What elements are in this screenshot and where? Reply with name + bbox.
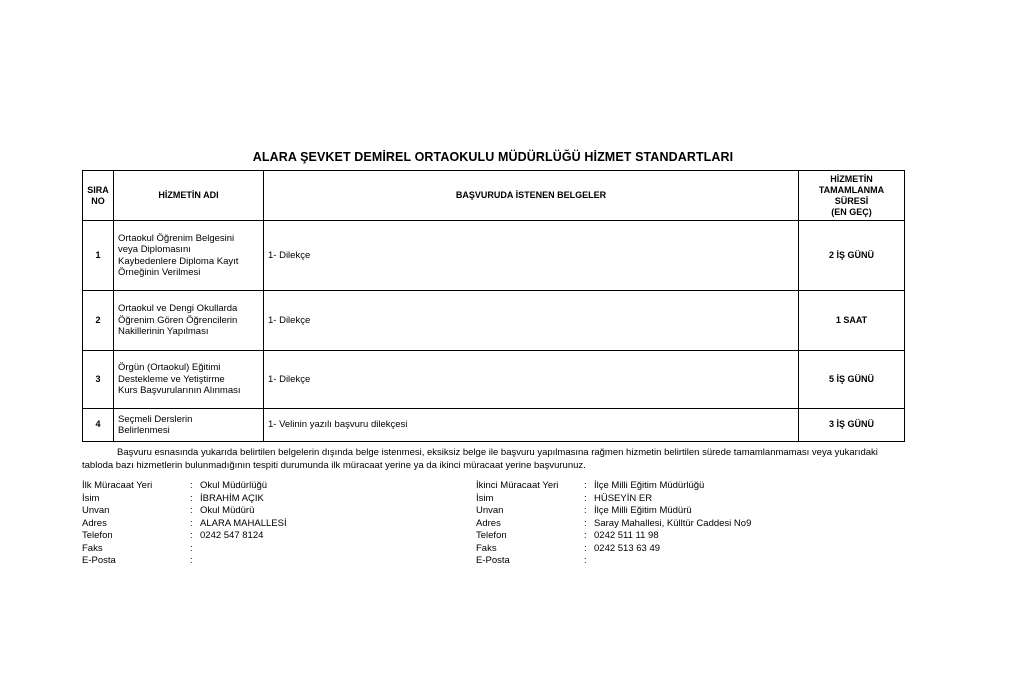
contact-label: Telefon (476, 530, 507, 541)
contact-colon: : (190, 530, 193, 541)
table-row (83, 221, 905, 291)
service-name: Ortaokul Öğrenim Belgesini veya Diplomasını Kaybedenlere Diploma Kayıt Örneğinin Verilmesi (114, 221, 264, 291)
service-name: Seçmeli Derslerin Belirlenmesi (114, 409, 264, 442)
contact-value: 0242 547 8124 (200, 530, 264, 541)
second-application-contact (476, 480, 876, 568)
contact-value: Okul Müdürü (200, 505, 255, 516)
contact-label: Adres (82, 517, 107, 529)
contacts (82, 480, 904, 568)
header-required-documents: BAŞVURUDA İSTENEN BELGELER (264, 171, 799, 221)
completion-time: 5 İŞ GÜNÜ (799, 351, 905, 409)
contact-label: İsim (476, 492, 494, 504)
completion-time: 3 İŞ GÜNÜ (799, 409, 905, 442)
contact-colon: : (190, 542, 193, 554)
contact-value: HÜSEYİN ER (594, 492, 653, 504)
page-title: ALARA ŞEVKET DEMİREL ORTAOKULU MÜDÜRLÜĞÜ HİZMET STANDARTLARI (252, 150, 734, 164)
contact-colon: : (190, 492, 193, 504)
contact-value: ALARA MAHALLESİ (200, 517, 287, 529)
contact-value: İBRAHİM AÇIK (200, 492, 264, 504)
row-number: 4 (83, 409, 114, 442)
first-application-contact (82, 480, 476, 568)
service-name: Örgün (Ortaokul) Eğitimi Destekleme ve Yetiştirme Kurs Başvurularının Alınması (114, 351, 264, 409)
contact-label: İsim (82, 492, 100, 504)
contact-label: Telefon (82, 530, 113, 541)
contact-colon: : (190, 517, 193, 529)
contact-colon: : (584, 542, 587, 554)
header-completion-time: HİZMETİN TAMAMLANMA SÜRESİ (EN GEÇ) (799, 171, 905, 221)
contact-colon: : (190, 505, 193, 516)
contact-label: Unvan (476, 505, 504, 516)
contact-colon: : (584, 492, 587, 504)
contact-label: E-Posta (476, 555, 510, 566)
contact-label: Faks (476, 542, 497, 554)
contact-label: İkinci Müracaat Yeri (476, 480, 559, 491)
contact-colon: : (584, 480, 587, 491)
contact-value (200, 555, 476, 568)
completion-time: 1 SAAT (799, 291, 905, 351)
contact-colon: : (584, 555, 587, 566)
contact-value: Saray Mahallesi, Külltür Caddesi No9 (594, 517, 752, 529)
contact-label: E-Posta (82, 555, 116, 566)
contact-value (200, 543, 476, 556)
contact-colon: : (190, 480, 193, 491)
contact-label: Adres (476, 517, 501, 529)
application-note: Başvuru esnasında yukarıda belirtilen belgelerin dışında belge istenmesi, eksiksiz belge ile başvuru yapılmasına rağmen hizmetin belirtilen sürede tamamlanmaması veya yukarıdaki tabloda bazı hizmetlerin bulunmadığının tespiti durumunda ilk müracaat yerine ya da ikinci müracaat yerine başvurunuz. (82, 447, 878, 471)
table-row (83, 409, 905, 442)
row-number: 2 (83, 291, 114, 351)
contact-colon: : (190, 555, 193, 566)
row-number: 1 (83, 221, 114, 291)
table-header-row (83, 171, 905, 221)
contact-value: 0242 511 11 98 (594, 530, 659, 541)
header-service-name: HİZMETİN ADI (114, 171, 264, 221)
required-documents: 1- Dilekçe (264, 351, 799, 409)
required-documents: 1- Velinin yazılı başvuru dilekçesi (264, 409, 799, 442)
completion-time: 2 İŞ GÜNÜ (799, 221, 905, 291)
document (82, 150, 904, 568)
service-name: Ortaokul ve Dengi Okullarda Öğrenim Gören Öğrencilerin Nakillerinin Yapılması (114, 291, 264, 351)
contact-label: Unvan (82, 505, 110, 516)
contact-colon: : (584, 517, 587, 529)
contact-label: Faks (82, 542, 103, 554)
header-no: SIRA NO (83, 171, 114, 221)
contact-colon: : (584, 530, 587, 541)
table-row (83, 291, 905, 351)
table-row (83, 351, 905, 409)
contact-value: 0242 513 63 49 (594, 542, 661, 554)
required-documents: 1- Dilekçe (264, 221, 799, 291)
contact-label: İlk Müracaat Yeri (82, 480, 153, 491)
service-standards-table (82, 170, 905, 442)
contact-value (594, 555, 876, 568)
contact-value: Okul Müdürlüğü (200, 480, 268, 491)
row-number: 3 (83, 351, 114, 409)
contact-value: İlçe Milli Eğitim Müdürü (594, 505, 692, 516)
contact-colon: : (584, 505, 587, 516)
contact-value: İlçe Milli Eğitim Müdürlüğü (594, 480, 705, 491)
required-documents: 1- Dilekçe (264, 291, 799, 351)
